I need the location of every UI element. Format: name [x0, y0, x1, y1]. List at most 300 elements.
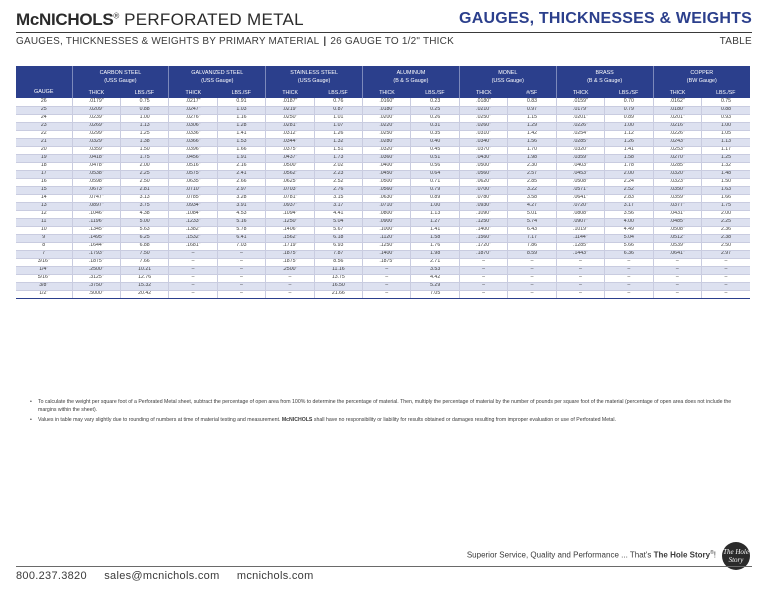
thickness-cell: .0306" — [169, 122, 217, 130]
thickness-cell: .1532" — [169, 234, 217, 242]
weight-cell: 4.53 — [217, 210, 265, 218]
gauge-cell: 23 — [16, 122, 72, 130]
thickness-cell: .0430" — [459, 154, 507, 162]
weight-cell: – — [701, 266, 750, 274]
header-bar — [16, 8, 752, 30]
thickness-cell: .0217" — [169, 98, 217, 106]
thickness-cell: .0907" — [556, 218, 604, 226]
table-row — [16, 186, 750, 194]
thickness-cell: .0453" — [556, 170, 604, 178]
thickness-cell: .0243" — [653, 138, 701, 146]
thickness-cell: .0276" — [169, 114, 217, 122]
tagline-end: ! — [713, 550, 716, 560]
thickness-cell: .1250" — [459, 218, 507, 226]
thickness-cell: .1875" — [266, 250, 314, 258]
weight-cell: 1.98 — [508, 154, 556, 162]
gauge-cell: 16 — [16, 178, 72, 186]
footer-divider — [16, 566, 752, 567]
thickness-cell: .1400" — [459, 226, 507, 234]
thickness-cell: .1046" — [72, 210, 120, 218]
weight-cell: 1.32 — [314, 138, 362, 146]
table-row — [16, 274, 750, 282]
thickness-cell: .0785" — [169, 194, 217, 202]
weight-cell: 1.38 — [120, 138, 168, 146]
weight-cell: – — [217, 282, 265, 290]
thickness-cell: – — [653, 282, 701, 290]
gauge-cell: 13 — [16, 202, 72, 210]
weight-cell: 1.01 — [314, 114, 362, 122]
material-gauge-type: (B & S Gauge) — [393, 77, 429, 84]
weight-cell: 2.00 — [605, 170, 653, 178]
column-header-weight: LBS./SF — [605, 89, 653, 98]
gauge-cell: 24 — [16, 114, 72, 122]
thickness-cell: .0180" — [459, 98, 507, 106]
weight-cell: – — [508, 266, 556, 274]
thickness-cell: .0179" — [72, 98, 120, 106]
table-row — [16, 266, 750, 274]
table-row — [16, 170, 750, 178]
thickness-cell: .0370" — [459, 146, 507, 154]
thickness-cell: .0418" — [72, 154, 120, 162]
table-row — [16, 162, 750, 170]
gauge-cell: 21 — [16, 138, 72, 146]
weight-cell: 5.63 — [120, 226, 168, 234]
tagline-text: Superior Service, Quality and Performance ... That's — [466, 550, 654, 560]
email-link[interactable]: sales@mcnichols.com — [104, 570, 220, 582]
weight-cell: 12.76 — [120, 274, 168, 282]
thickness-cell: .0162" — [653, 98, 701, 106]
thickness-cell: .0359" — [72, 146, 120, 154]
thickness-cell: .0344" — [266, 138, 314, 146]
thickness-cell: .0375" — [266, 146, 314, 154]
thickness-cell: .0808" — [556, 210, 604, 218]
thickness-cell: – — [459, 266, 507, 274]
thickness-cell: .0209" — [72, 106, 120, 114]
gauge-cell: 7 — [16, 250, 72, 258]
thickness-cell: .0508" — [653, 226, 701, 234]
thickness-cell: .0562" — [266, 170, 314, 178]
weight-cell: 3.28 — [217, 194, 265, 202]
weight-cell: 5.16 — [217, 218, 265, 226]
weight-cell: 6.88 — [120, 242, 168, 250]
tagline-registered-mark: ® — [710, 550, 714, 556]
thickness-cell: – — [653, 290, 701, 298]
gauge-cell: 1/4" — [16, 266, 72, 274]
material-gauge-type: (USS Gauge) — [104, 77, 137, 84]
weight-cell: 2.85 — [508, 178, 556, 186]
weight-cell: 1.17 — [701, 146, 750, 154]
weight-cell: 7.50 — [120, 250, 168, 258]
material-header-monel — [459, 66, 556, 89]
weight-cell: – — [217, 266, 265, 274]
weight-cell: 3.75 — [120, 202, 168, 210]
weight-cell: 2.66 — [217, 178, 265, 186]
weight-cell: 2.83 — [605, 194, 653, 202]
thickness-cell: .0226" — [556, 122, 604, 130]
thickness-cell: .0340" — [459, 138, 507, 146]
gauge-cell: 22 — [16, 130, 72, 138]
weight-cell: 2.24 — [605, 178, 653, 186]
weight-cell: 1.75 — [701, 202, 750, 210]
thickness-cell: – — [266, 290, 314, 298]
tagline — [467, 550, 716, 560]
thickness-cell: .0269" — [72, 122, 120, 130]
thickness-cell: – — [556, 282, 604, 290]
weight-cell: 16.50 — [314, 282, 362, 290]
weight-cell: 3.58 — [508, 194, 556, 202]
weight-cell: 1.13 — [701, 138, 750, 146]
weight-cell: 7.17 — [508, 234, 556, 242]
footnotes — [30, 398, 746, 426]
gauge-cell: 20 — [16, 146, 72, 154]
weight-cell: 0.76 — [314, 98, 362, 106]
weight-cell: 2.57 — [508, 170, 556, 178]
weight-cell: 2.25 — [120, 170, 168, 178]
weight-cell: 0.87 — [314, 106, 362, 114]
weight-cell: 7.87 — [314, 250, 362, 258]
gauge-table-container — [16, 66, 750, 299]
table-row — [16, 242, 750, 250]
material-header-stainless-steel — [266, 66, 363, 89]
weight-cell: – — [508, 282, 556, 290]
thickness-cell: .0560" — [459, 170, 507, 178]
thickness-cell: .0641" — [653, 250, 701, 258]
thickness-cell: .3750" — [72, 282, 120, 290]
thickness-cell: .0360" — [363, 154, 411, 162]
weight-cell: 5.66 — [605, 242, 653, 250]
thickness-cell: .0538" — [72, 170, 120, 178]
thickness-cell: – — [169, 258, 217, 266]
thickness-cell: .0281" — [266, 122, 314, 130]
weight-cell: 6.41 — [217, 234, 265, 242]
weight-cell: 6.36 — [605, 250, 653, 258]
weight-cell: 3.13 — [120, 194, 168, 202]
material-gauge-type: (USS Gauge) — [491, 77, 524, 84]
thickness-cell: .1196" — [72, 218, 120, 226]
weight-cell: – — [217, 290, 265, 298]
weight-cell: 0.83 — [508, 98, 556, 106]
thickness-cell: .0323" — [653, 178, 701, 186]
weight-cell: 21.66 — [314, 290, 362, 298]
table-row — [16, 250, 750, 258]
page-title: GAUGES, THICKNESSES & WEIGHTS — [459, 10, 752, 27]
material-gauge-type: (BW Gauge) — [686, 77, 717, 84]
thickness-cell: .0280" — [363, 138, 411, 146]
gauge-cell: 9 — [16, 234, 72, 242]
thickness-cell: .0200" — [363, 114, 411, 122]
weight-cell: 10.21 — [120, 266, 168, 274]
thickness-cell: .1250" — [363, 242, 411, 250]
weight-cell: 0.23 — [411, 98, 459, 106]
thickness-cell: .0336" — [169, 130, 217, 138]
tagline-bold: The Hole Story — [653, 550, 711, 560]
thickness-cell: – — [169, 282, 217, 290]
thickness-cell: – — [459, 290, 507, 298]
thickness-cell: .0226" — [653, 130, 701, 138]
weight-cell: 7.66 — [120, 258, 168, 266]
table-row — [16, 202, 750, 210]
thickness-cell: – — [556, 274, 604, 282]
weight-cell: 2.71 — [411, 258, 459, 266]
thickness-cell: .0320" — [556, 146, 604, 154]
thickness-cell: .0320" — [653, 170, 701, 178]
weight-cell: 1.91 — [217, 154, 265, 162]
product-name: PERFORATED METAL — [124, 10, 304, 29]
gauge-cell: 19 — [16, 154, 72, 162]
column-header-weight: LBS./SF — [411, 89, 459, 98]
thickness-cell: .0720" — [556, 202, 604, 210]
thickness-cell: .0598" — [72, 178, 120, 186]
thickness-cell: .1875" — [72, 258, 120, 266]
weight-cell: 1.25 — [120, 130, 168, 138]
weight-cell: 0.51 — [411, 154, 459, 162]
thickness-cell: .0350" — [653, 186, 701, 194]
thickness-cell: – — [459, 274, 507, 282]
weight-cell: – — [605, 274, 653, 282]
thickness-cell: .1345" — [72, 226, 120, 234]
thickness-cell: – — [169, 290, 217, 298]
table-row — [16, 234, 750, 242]
thickness-cell: .0478" — [72, 162, 120, 170]
gauge-cell: 26 — [16, 98, 72, 106]
thickness-cell: .0270" — [653, 154, 701, 162]
table-row — [16, 122, 750, 130]
weight-cell: 0.31 — [411, 122, 459, 130]
thickness-cell: .0900" — [363, 218, 411, 226]
thickness-cell: .0359" — [653, 194, 701, 202]
gauge-cell: 25 — [16, 106, 72, 114]
weight-cell: 1.41 — [217, 130, 265, 138]
gauge-cell: 8 — [16, 242, 72, 250]
weight-cell: 1.48 — [701, 170, 750, 178]
column-header-weight: LBS./SF — [120, 89, 168, 98]
thickness-cell: .1870" — [459, 250, 507, 258]
thickness-cell: .1084" — [169, 210, 217, 218]
thickness-cell: – — [363, 266, 411, 274]
footnote-text-end: shall have no responsibility or liability for results obtained or damages resulting from improper evaluation or use of Perforated Metal. — [312, 417, 617, 424]
thickness-cell: – — [653, 274, 701, 282]
thickness-cell: .0485" — [653, 218, 701, 226]
weight-cell: 2.30 — [508, 162, 556, 170]
weight-cell: 3.15 — [314, 194, 362, 202]
weight-cell: 0.25 — [411, 106, 459, 114]
brand-registered-mark: ® — [113, 11, 120, 21]
thickness-cell: .1793" — [72, 250, 120, 258]
thickness-cell: .0312" — [266, 130, 314, 138]
column-header-thick: THICK — [72, 89, 120, 98]
weight-cell: 8.56 — [314, 258, 362, 266]
thickness-cell: .0201" — [653, 114, 701, 122]
thickness-cell: .1094" — [266, 210, 314, 218]
gauge-cell: 11 — [16, 218, 72, 226]
material-name: COPPER — [690, 70, 714, 77]
thickness-cell: .0512" — [653, 234, 701, 242]
weight-cell: 2.41 — [217, 170, 265, 178]
thickness-cell: .1560" — [459, 234, 507, 242]
page-subtitle — [16, 36, 454, 47]
weight-cell: 2.00 — [701, 210, 750, 218]
table-body — [16, 98, 750, 298]
weight-cell: – — [508, 258, 556, 266]
column-header-weight: LBS./SF — [314, 89, 362, 98]
thickness-cell: .0396" — [169, 146, 217, 154]
gauge-cell: 15 — [16, 186, 72, 194]
thickness-cell: .3125" — [72, 274, 120, 282]
footnote-text: Values in table may vary slightly due to rounding of numbers at time of material testing and measurement. — [38, 417, 282, 424]
weight-cell: – — [605, 266, 653, 274]
contact-info — [16, 570, 328, 582]
thickness-cell: .0320" — [363, 146, 411, 154]
thickness-cell: .1233" — [169, 218, 217, 226]
gauge-table — [16, 66, 750, 299]
weight-cell: 1.66 — [701, 194, 750, 202]
weight-cell: 4.27 — [508, 202, 556, 210]
weight-cell: 2.38 — [701, 234, 750, 242]
weight-cell: 1.26 — [605, 138, 653, 146]
weight-cell: 2.50 — [120, 178, 168, 186]
thickness-cell: .0285" — [556, 138, 604, 146]
weight-cell: 0.26 — [411, 114, 459, 122]
thickness-cell: .0216" — [653, 122, 701, 130]
weight-cell: 1.15 — [508, 114, 556, 122]
weight-cell: 1.32 — [701, 162, 750, 170]
thickness-cell: .0366" — [169, 138, 217, 146]
weight-cell: 3.17 — [605, 202, 653, 210]
weight-cell: – — [508, 274, 556, 282]
thickness-cell: .0250" — [459, 114, 507, 122]
material-gauge-type: (USS Gauge) — [201, 77, 234, 84]
material-name: MONEL — [498, 70, 518, 77]
weight-cell: – — [701, 258, 750, 266]
table-row — [16, 194, 750, 202]
weight-cell: 6.25 — [120, 234, 168, 242]
weight-cell: 1.07 — [314, 122, 362, 130]
thickness-cell: .0500" — [363, 178, 411, 186]
weight-cell: 0.45 — [411, 146, 459, 154]
gauge-cell: 18 — [16, 162, 72, 170]
thickness-cell: .1285" — [556, 242, 604, 250]
thickness-cell: – — [556, 258, 604, 266]
table-row — [16, 290, 750, 298]
weight-cell: – — [605, 258, 653, 266]
weight-cell: 0.89 — [605, 114, 653, 122]
gauge-cell: 10 — [16, 226, 72, 234]
weight-cell: 15.32 — [120, 282, 168, 290]
thickness-cell: .1019" — [556, 226, 604, 234]
thickness-cell: .0187" — [266, 98, 314, 106]
hole-story-seal-icon: The Hole Story — [722, 542, 750, 570]
thickness-cell: .0299" — [72, 130, 120, 138]
thickness-cell: .0437" — [266, 154, 314, 162]
phone-number: 800.237.3820 — [16, 570, 87, 582]
thickness-cell: .1719" — [266, 242, 314, 250]
weight-cell: 0.89 — [411, 194, 459, 202]
weight-cell: 0.79 — [605, 106, 653, 114]
thickness-cell: .0329" — [72, 138, 120, 146]
website-link[interactable]: mcnichols.com — [236, 570, 314, 582]
weight-cell: 11.16 — [314, 266, 362, 274]
column-header-thick: THICK — [363, 89, 411, 98]
weight-cell: – — [605, 290, 653, 298]
thickness-cell: – — [266, 274, 314, 282]
weight-cell: 2.23 — [314, 170, 362, 178]
weight-cell: 0.88 — [120, 106, 168, 114]
gauge-cell: 17 — [16, 170, 72, 178]
thickness-cell: .1875" — [266, 258, 314, 266]
weight-cell: 1.98 — [411, 250, 459, 258]
weight-cell: 5.67 — [314, 226, 362, 234]
thickness-cell: .1144" — [556, 234, 604, 242]
thickness-cell: .0703" — [266, 186, 314, 194]
table-row — [16, 218, 750, 226]
thickness-cell: .1644" — [72, 242, 120, 250]
weight-cell: 0.91 — [217, 98, 265, 106]
weight-cell: 2.52 — [314, 178, 362, 186]
thickness-cell: .1400" — [363, 250, 411, 258]
weight-cell: 2.76 — [314, 186, 362, 194]
table-row — [16, 138, 750, 146]
weight-cell: 4.38 — [120, 210, 168, 218]
weight-cell: 1.13 — [120, 122, 168, 130]
table-row — [16, 98, 750, 106]
weight-cell: 3.56 — [605, 210, 653, 218]
thickness-cell: .1120" — [363, 234, 411, 242]
footnote-item — [30, 398, 746, 414]
thickness-cell: .5000" — [72, 290, 120, 298]
thickness-cell: .1720" — [459, 242, 507, 250]
weight-cell: 1.29 — [508, 122, 556, 130]
weight-cell: 1.00 — [411, 202, 459, 210]
weight-cell: 1.13 — [411, 210, 459, 218]
thickness-cell: .0403" — [556, 162, 604, 170]
weight-cell: 2.02 — [314, 162, 362, 170]
weight-cell: 1.41 — [411, 226, 459, 234]
table-row — [16, 226, 750, 234]
weight-cell: 4.49 — [605, 226, 653, 234]
thickness-cell: .0500" — [266, 162, 314, 170]
weight-cell: 1.00 — [701, 122, 750, 130]
column-header-row — [16, 89, 750, 98]
weight-cell: 8.59 — [508, 250, 556, 258]
gauge-header: GAUGE — [16, 66, 72, 98]
thickness-cell: – — [169, 266, 217, 274]
thickness-cell: .0635" — [169, 178, 217, 186]
gauge-cell: 3/16" — [16, 258, 72, 266]
footnote-text: To calculate the weight per square foot of a Perforated Metal sheet, subtract the percentage of open area from 100% to determine the percentage of material. Then, multiply the percentage of material by the number of pounds per square foot of the material (percentage of open area does not include the margins within the sheet). — [38, 399, 732, 414]
thickness-cell: – — [169, 274, 217, 282]
column-header-thick: THICK — [556, 89, 604, 98]
thickness-cell: .0260" — [459, 122, 507, 130]
weight-cell: 1.70 — [508, 146, 556, 154]
thickness-cell: .2500" — [72, 266, 120, 274]
weight-cell: 0.75 — [701, 98, 750, 106]
thickness-cell: .0456" — [169, 154, 217, 162]
column-header-weight: #/SF — [508, 89, 556, 98]
gauge-cell: 3/8" — [16, 282, 72, 290]
weight-cell: 6.93 — [314, 242, 362, 250]
thickness-cell: – — [556, 290, 604, 298]
weight-cell: 4.41 — [314, 210, 362, 218]
thickness-cell: .0450" — [363, 170, 411, 178]
thickness-cell: .1681" — [169, 242, 217, 250]
column-header-thick: THICK — [653, 89, 701, 98]
material-header-brass — [556, 66, 653, 89]
weight-cell: 7.05 — [411, 290, 459, 298]
weight-cell: – — [508, 290, 556, 298]
table-row — [16, 146, 750, 154]
weight-cell: – — [217, 274, 265, 282]
material-header-aluminum — [363, 66, 460, 89]
